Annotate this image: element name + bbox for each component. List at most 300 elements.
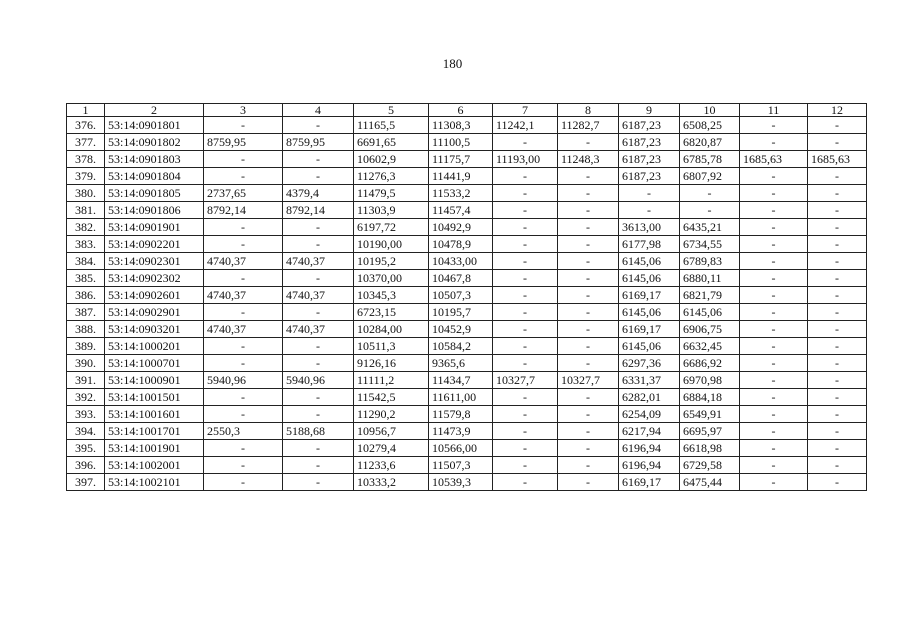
header-row bbox=[67, 104, 867, 117]
table-row bbox=[67, 185, 867, 202]
value-cell: 8792,14 bbox=[283, 202, 354, 219]
value-cell: - bbox=[204, 474, 283, 491]
cadastral-number-cell: 53:14:0901803 bbox=[105, 151, 204, 168]
row-index-cell: 378. bbox=[67, 151, 105, 168]
cadastral-number-cell: 53:14:0902301 bbox=[105, 253, 204, 270]
value-cell: 10327,7 bbox=[493, 372, 558, 389]
value-cell: 11248,3 bbox=[558, 151, 619, 168]
value-cell: - bbox=[808, 474, 867, 491]
table-row bbox=[67, 338, 867, 355]
value-cell: 6197,72 bbox=[354, 219, 429, 236]
row-index-cell: 393. bbox=[67, 406, 105, 423]
value-cell: 11165,5 bbox=[354, 117, 429, 134]
value-cell: - bbox=[493, 168, 558, 185]
value-cell: 11303,9 bbox=[354, 202, 429, 219]
value-cell: 11441,9 bbox=[429, 168, 493, 185]
value-cell: 11282,7 bbox=[558, 117, 619, 134]
value-cell: 6297,36 bbox=[619, 355, 680, 372]
row-index-cell: 381. bbox=[67, 202, 105, 219]
value-cell: - bbox=[740, 202, 808, 219]
value-cell: 6169,17 bbox=[619, 321, 680, 338]
value-cell: 6145,06 bbox=[619, 304, 680, 321]
value-cell: 10492,9 bbox=[429, 219, 493, 236]
value-cell: 10511,3 bbox=[354, 338, 429, 355]
value-cell: - bbox=[204, 389, 283, 406]
value-cell: 6508,25 bbox=[680, 117, 740, 134]
value-cell: 9365,6 bbox=[429, 355, 493, 372]
value-cell: - bbox=[283, 236, 354, 253]
value-cell: 6217,94 bbox=[619, 423, 680, 440]
value-cell: - bbox=[808, 270, 867, 287]
table-row bbox=[67, 440, 867, 457]
value-cell: 8759,95 bbox=[283, 134, 354, 151]
value-cell: - bbox=[204, 355, 283, 372]
value-cell: 6820,87 bbox=[680, 134, 740, 151]
value-cell: 11193,00 bbox=[493, 151, 558, 168]
row-index-cell: 397. bbox=[67, 474, 105, 491]
value-cell: 11611,00 bbox=[429, 389, 493, 406]
value-cell: - bbox=[740, 355, 808, 372]
value-cell: - bbox=[283, 270, 354, 287]
value-cell: - bbox=[493, 355, 558, 372]
value-cell: 6435,21 bbox=[680, 219, 740, 236]
value-cell: 2737,65 bbox=[204, 185, 283, 202]
value-cell: - bbox=[740, 457, 808, 474]
column-header: 8 bbox=[558, 104, 619, 117]
value-cell: 6632,45 bbox=[680, 338, 740, 355]
row-index-cell: 389. bbox=[67, 338, 105, 355]
table-row bbox=[67, 287, 867, 304]
value-cell: - bbox=[740, 423, 808, 440]
value-cell: - bbox=[558, 202, 619, 219]
value-cell: - bbox=[680, 202, 740, 219]
value-cell: 6691,65 bbox=[354, 134, 429, 151]
value-cell: - bbox=[740, 321, 808, 338]
value-cell: - bbox=[283, 406, 354, 423]
value-cell: - bbox=[283, 151, 354, 168]
value-cell: - bbox=[493, 423, 558, 440]
value-cell: 6695,97 bbox=[680, 423, 740, 440]
value-cell: 10602,9 bbox=[354, 151, 429, 168]
value-cell: 10507,3 bbox=[429, 287, 493, 304]
value-cell: 6807,92 bbox=[680, 168, 740, 185]
value-cell: 6145,06 bbox=[619, 253, 680, 270]
value-cell: 6734,55 bbox=[680, 236, 740, 253]
value-cell: - bbox=[808, 321, 867, 338]
value-cell: - bbox=[740, 219, 808, 236]
value-cell: - bbox=[558, 389, 619, 406]
value-cell: 6145,06 bbox=[619, 338, 680, 355]
cadastral-number-cell: 53:14:1001701 bbox=[105, 423, 204, 440]
value-cell: - bbox=[558, 474, 619, 491]
value-cell: 8759,95 bbox=[204, 134, 283, 151]
value-cell: 6970,98 bbox=[680, 372, 740, 389]
value-cell: - bbox=[808, 338, 867, 355]
value-cell: - bbox=[558, 219, 619, 236]
value-cell: - bbox=[493, 440, 558, 457]
row-index-cell: 380. bbox=[67, 185, 105, 202]
column-header: 4 bbox=[283, 104, 354, 117]
value-cell: - bbox=[283, 304, 354, 321]
cadastral-number-cell: 53:14:1002101 bbox=[105, 474, 204, 491]
value-cell: - bbox=[493, 202, 558, 219]
value-cell: - bbox=[808, 440, 867, 457]
cadastral-number-cell: 53:14:0902302 bbox=[105, 270, 204, 287]
value-cell: - bbox=[808, 134, 867, 151]
column-header: 5 bbox=[354, 104, 429, 117]
value-cell: 6187,23 bbox=[619, 151, 680, 168]
value-cell: - bbox=[808, 168, 867, 185]
value-cell: - bbox=[283, 338, 354, 355]
value-cell: 5940,96 bbox=[204, 372, 283, 389]
value-cell: 6785,78 bbox=[680, 151, 740, 168]
table-row bbox=[67, 236, 867, 253]
table-row bbox=[67, 219, 867, 236]
value-cell: 4740,37 bbox=[204, 287, 283, 304]
value-cell: 10370,00 bbox=[354, 270, 429, 287]
cadastral-number-cell: 53:14:1002001 bbox=[105, 457, 204, 474]
column-header: 1 bbox=[67, 104, 105, 117]
value-cell: - bbox=[619, 185, 680, 202]
cadastral-number-cell: 53:14:1000901 bbox=[105, 372, 204, 389]
value-cell: - bbox=[204, 168, 283, 185]
value-cell: - bbox=[283, 440, 354, 457]
value-cell: - bbox=[204, 117, 283, 134]
value-cell: 10327,7 bbox=[558, 372, 619, 389]
value-cell: - bbox=[808, 253, 867, 270]
value-cell: - bbox=[740, 270, 808, 287]
value-cell: - bbox=[808, 117, 867, 134]
value-cell: - bbox=[619, 202, 680, 219]
cadastral-number-cell: 53:14:1001901 bbox=[105, 440, 204, 457]
value-cell: 2550,3 bbox=[204, 423, 283, 440]
value-cell: - bbox=[558, 168, 619, 185]
row-index-cell: 382. bbox=[67, 219, 105, 236]
value-cell: - bbox=[493, 389, 558, 406]
value-cell: - bbox=[493, 321, 558, 338]
value-cell: 10433,00 bbox=[429, 253, 493, 270]
value-cell: 6187,23 bbox=[619, 168, 680, 185]
value-cell: 11111,2 bbox=[354, 372, 429, 389]
row-index-cell: 377. bbox=[67, 134, 105, 151]
table-row bbox=[67, 389, 867, 406]
value-cell: - bbox=[808, 406, 867, 423]
value-cell: 6254,09 bbox=[619, 406, 680, 423]
value-cell: 10956,7 bbox=[354, 423, 429, 440]
value-cell: - bbox=[740, 304, 808, 321]
value-cell: 11290,2 bbox=[354, 406, 429, 423]
value-cell: - bbox=[204, 151, 283, 168]
cadastral-number-cell: 53:14:0901805 bbox=[105, 185, 204, 202]
value-cell: 6475,44 bbox=[680, 474, 740, 491]
value-cell: 4379,4 bbox=[283, 185, 354, 202]
value-cell: - bbox=[558, 236, 619, 253]
value-cell: 10195,2 bbox=[354, 253, 429, 270]
cadastral-number-cell: 53:14:1000701 bbox=[105, 355, 204, 372]
table-header bbox=[67, 104, 867, 117]
value-cell: - bbox=[493, 270, 558, 287]
value-cell: - bbox=[283, 219, 354, 236]
value-cell: 10345,3 bbox=[354, 287, 429, 304]
value-cell: 6282,01 bbox=[619, 389, 680, 406]
value-cell: - bbox=[808, 304, 867, 321]
row-index-cell: 391. bbox=[67, 372, 105, 389]
value-cell: 6177,98 bbox=[619, 236, 680, 253]
value-cell: - bbox=[740, 134, 808, 151]
row-index-cell: 385. bbox=[67, 270, 105, 287]
value-cell: - bbox=[283, 474, 354, 491]
value-cell: - bbox=[740, 440, 808, 457]
value-cell: 6729,58 bbox=[680, 457, 740, 474]
value-cell: 4740,37 bbox=[204, 321, 283, 338]
table-row bbox=[67, 372, 867, 389]
value-cell: 10452,9 bbox=[429, 321, 493, 338]
value-cell: - bbox=[808, 457, 867, 474]
value-cell: 5940,96 bbox=[283, 372, 354, 389]
value-cell: - bbox=[558, 338, 619, 355]
value-cell: - bbox=[204, 457, 283, 474]
column-header: 10 bbox=[680, 104, 740, 117]
value-cell: 11507,3 bbox=[429, 457, 493, 474]
value-cell: - bbox=[740, 389, 808, 406]
value-cell: 6789,83 bbox=[680, 253, 740, 270]
cadastral-number-cell: 53:14:1001501 bbox=[105, 389, 204, 406]
value-cell: - bbox=[493, 219, 558, 236]
value-cell: 6686,92 bbox=[680, 355, 740, 372]
value-cell: - bbox=[558, 185, 619, 202]
value-cell: 10284,00 bbox=[354, 321, 429, 338]
table-row bbox=[67, 134, 867, 151]
value-cell: - bbox=[204, 338, 283, 355]
value-cell: 3613,00 bbox=[619, 219, 680, 236]
value-cell: - bbox=[558, 253, 619, 270]
value-cell: 6549,91 bbox=[680, 406, 740, 423]
table-row bbox=[67, 474, 867, 491]
value-cell: - bbox=[808, 423, 867, 440]
value-cell: 5188,68 bbox=[283, 423, 354, 440]
value-cell: 6331,37 bbox=[619, 372, 680, 389]
value-cell: 10195,7 bbox=[429, 304, 493, 321]
value-cell: 6196,94 bbox=[619, 440, 680, 457]
value-cell: 6187,23 bbox=[619, 134, 680, 151]
row-index-cell: 376. bbox=[67, 117, 105, 134]
value-cell: - bbox=[740, 287, 808, 304]
value-cell: 11479,5 bbox=[354, 185, 429, 202]
value-cell: - bbox=[283, 117, 354, 134]
row-index-cell: 388. bbox=[67, 321, 105, 338]
value-cell: - bbox=[493, 287, 558, 304]
value-cell: - bbox=[558, 134, 619, 151]
value-cell: - bbox=[493, 236, 558, 253]
value-cell: - bbox=[680, 185, 740, 202]
value-cell: 9126,16 bbox=[354, 355, 429, 372]
value-cell: 1685,63 bbox=[740, 151, 808, 168]
cadastral-number-cell: 53:14:0902201 bbox=[105, 236, 204, 253]
value-cell: - bbox=[493, 185, 558, 202]
value-cell: - bbox=[283, 168, 354, 185]
value-cell: - bbox=[740, 406, 808, 423]
cadastral-number-cell: 53:14:0902601 bbox=[105, 287, 204, 304]
value-cell: - bbox=[493, 134, 558, 151]
table-row bbox=[67, 270, 867, 287]
value-cell: - bbox=[558, 287, 619, 304]
value-cell: 4740,37 bbox=[283, 321, 354, 338]
row-index-cell: 386. bbox=[67, 287, 105, 304]
column-header: 9 bbox=[619, 104, 680, 117]
value-cell: - bbox=[740, 117, 808, 134]
value-cell: - bbox=[808, 185, 867, 202]
value-cell: 6884,18 bbox=[680, 389, 740, 406]
cadastral-number-cell: 53:14:0902901 bbox=[105, 304, 204, 321]
value-cell: 11233,6 bbox=[354, 457, 429, 474]
value-cell: 6906,75 bbox=[680, 321, 740, 338]
value-cell: 11175,7 bbox=[429, 151, 493, 168]
value-cell: - bbox=[493, 457, 558, 474]
value-cell: 6723,15 bbox=[354, 304, 429, 321]
value-cell: 11100,5 bbox=[429, 134, 493, 151]
page-number: 180 bbox=[442, 56, 463, 71]
cadastral-number-cell: 53:14:0901804 bbox=[105, 168, 204, 185]
table-row bbox=[67, 304, 867, 321]
row-index-cell: 392. bbox=[67, 389, 105, 406]
row-index-cell: 387. bbox=[67, 304, 105, 321]
value-cell: 10478,9 bbox=[429, 236, 493, 253]
column-header: 2 bbox=[105, 104, 204, 117]
cadastral-number-cell: 53:14:0901801 bbox=[105, 117, 204, 134]
value-cell: - bbox=[740, 474, 808, 491]
value-cell: - bbox=[204, 304, 283, 321]
row-index-cell: 379. bbox=[67, 168, 105, 185]
value-cell: 6196,94 bbox=[619, 457, 680, 474]
value-cell: - bbox=[283, 457, 354, 474]
value-cell: 6187,23 bbox=[619, 117, 680, 134]
value-cell: - bbox=[493, 406, 558, 423]
value-cell: 10190,00 bbox=[354, 236, 429, 253]
column-header: 6 bbox=[429, 104, 493, 117]
cadastral-number-cell: 53:14:1000201 bbox=[105, 338, 204, 355]
value-cell: - bbox=[558, 355, 619, 372]
data-table bbox=[66, 103, 867, 491]
value-cell: 11579,8 bbox=[429, 406, 493, 423]
value-cell: 6618,98 bbox=[680, 440, 740, 457]
cadastral-number-cell: 53:14:0901806 bbox=[105, 202, 204, 219]
value-cell: - bbox=[493, 474, 558, 491]
value-cell: - bbox=[204, 219, 283, 236]
table-row bbox=[67, 117, 867, 134]
value-cell: - bbox=[493, 304, 558, 321]
value-cell: - bbox=[808, 287, 867, 304]
value-cell: 11242,1 bbox=[493, 117, 558, 134]
value-cell: - bbox=[740, 236, 808, 253]
value-cell: 11473,9 bbox=[429, 423, 493, 440]
value-cell: 11542,5 bbox=[354, 389, 429, 406]
value-cell: 10467,8 bbox=[429, 270, 493, 287]
value-cell: 6145,06 bbox=[680, 304, 740, 321]
cadastral-number-cell: 53:14:0901802 bbox=[105, 134, 204, 151]
value-cell: 11434,7 bbox=[429, 372, 493, 389]
value-cell: - bbox=[558, 270, 619, 287]
table-row bbox=[67, 406, 867, 423]
value-cell: - bbox=[493, 253, 558, 270]
table-row bbox=[67, 423, 867, 440]
row-index-cell: 395. bbox=[67, 440, 105, 457]
row-index-cell: 384. bbox=[67, 253, 105, 270]
column-header: 7 bbox=[493, 104, 558, 117]
value-cell: 10279,4 bbox=[354, 440, 429, 457]
value-cell: - bbox=[283, 355, 354, 372]
value-cell: - bbox=[204, 270, 283, 287]
value-cell: 10539,3 bbox=[429, 474, 493, 491]
value-cell: - bbox=[558, 440, 619, 457]
value-cell: - bbox=[740, 372, 808, 389]
row-index-cell: 390. bbox=[67, 355, 105, 372]
value-cell: 6169,17 bbox=[619, 287, 680, 304]
value-cell: - bbox=[204, 406, 283, 423]
table-row bbox=[67, 253, 867, 270]
value-cell: 6880,11 bbox=[680, 270, 740, 287]
cadastral-number-cell: 53:14:1001601 bbox=[105, 406, 204, 423]
value-cell: 11308,3 bbox=[429, 117, 493, 134]
row-index-cell: 383. bbox=[67, 236, 105, 253]
value-cell: - bbox=[204, 440, 283, 457]
value-cell: - bbox=[740, 185, 808, 202]
value-cell: - bbox=[558, 304, 619, 321]
table-row bbox=[67, 151, 867, 168]
value-cell: - bbox=[808, 202, 867, 219]
value-cell: 10333,2 bbox=[354, 474, 429, 491]
value-cell: - bbox=[808, 389, 867, 406]
value-cell: - bbox=[740, 253, 808, 270]
column-header: 12 bbox=[808, 104, 867, 117]
value-cell: - bbox=[740, 338, 808, 355]
value-cell: - bbox=[493, 338, 558, 355]
value-cell: - bbox=[808, 372, 867, 389]
value-cell: 11457,4 bbox=[429, 202, 493, 219]
value-cell: 11533,2 bbox=[429, 185, 493, 202]
value-cell: - bbox=[558, 406, 619, 423]
value-cell: - bbox=[283, 389, 354, 406]
table-row bbox=[67, 168, 867, 185]
cadastral-number-cell: 53:14:0901901 bbox=[105, 219, 204, 236]
value-cell: - bbox=[558, 321, 619, 338]
value-cell: - bbox=[558, 457, 619, 474]
value-cell: 6169,17 bbox=[619, 474, 680, 491]
table-row bbox=[67, 457, 867, 474]
row-index-cell: 396. bbox=[67, 457, 105, 474]
value-cell: 1685,63 bbox=[808, 151, 867, 168]
value-cell: 6145,06 bbox=[619, 270, 680, 287]
cadastral-number-cell: 53:14:0903201 bbox=[105, 321, 204, 338]
value-cell: - bbox=[740, 168, 808, 185]
value-cell: - bbox=[808, 355, 867, 372]
column-header: 3 bbox=[204, 104, 283, 117]
value-cell: 11276,3 bbox=[354, 168, 429, 185]
value-cell: 4740,37 bbox=[283, 253, 354, 270]
table-body bbox=[67, 117, 867, 491]
row-index-cell: 394. bbox=[67, 423, 105, 440]
value-cell: 8792,14 bbox=[204, 202, 283, 219]
value-cell: 4740,37 bbox=[283, 287, 354, 304]
value-cell: 10566,00 bbox=[429, 440, 493, 457]
table-row bbox=[67, 202, 867, 219]
value-cell: - bbox=[204, 236, 283, 253]
value-cell: - bbox=[808, 236, 867, 253]
value-cell: 10584,2 bbox=[429, 338, 493, 355]
table-row bbox=[67, 321, 867, 338]
column-header: 11 bbox=[740, 104, 808, 117]
value-cell: - bbox=[558, 423, 619, 440]
table-row bbox=[67, 355, 867, 372]
